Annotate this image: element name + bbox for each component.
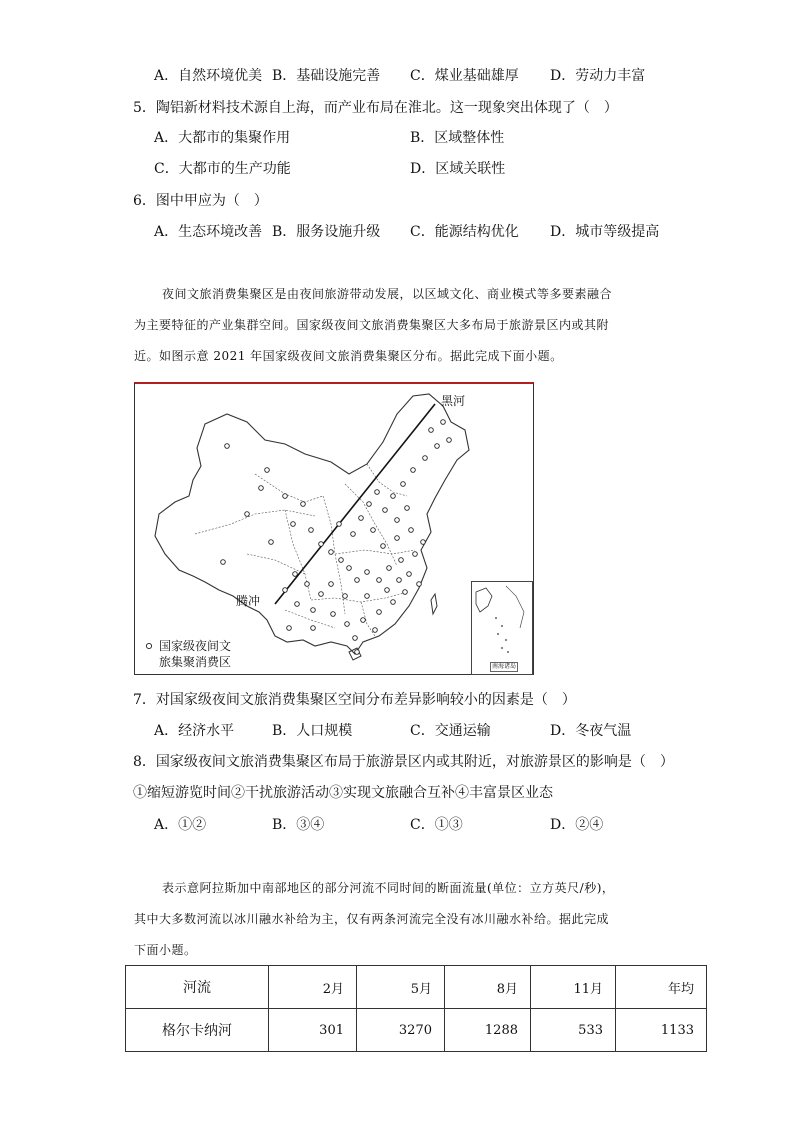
q7-option-d: D．冬夜气温 [550,723,632,739]
q8-stem: 8．国家级夜间文旅消费集聚区布局于旅游景区内或其附近，对旅游景区的影响是（ ） [133,754,674,770]
label-tengchong: 腾冲 [236,594,261,608]
q7-option-a: A．经济水平 [154,723,235,739]
table-cell: 1133 [616,1009,707,1052]
collection-zone-dots [146,420,451,655]
river-flow-table [125,965,707,1052]
province-boundaries [195,464,415,636]
passage2-line-2: 其中大多数河流以冰川融水补给为主，仅有两条河流完全没有冰川融水补给。据此完成 [134,912,610,926]
legend-line-2: 旅集聚消费区 [159,655,232,669]
table-cell: 格尔卡纳河 [126,1009,269,1052]
passage-night-tourism [134,284,666,366]
q5-option-d: D．区域关联性 [410,161,506,177]
passage2-line-1: 表示意阿拉斯加中南部地区的部分河流不同时间的断面流量(单位：立方英尺/秒)， [162,881,615,895]
passage1-line-2: 为主要特征的产业集群空间。国家级夜间文旅消费集聚区大多布局于旅游景区内或其附 [134,318,610,332]
table-header-cell: 5月 [357,966,445,1009]
table-row [126,1009,707,1052]
passage2-line-3: 下面小题。 [134,943,197,957]
table-header-cell: 8月 [445,966,531,1009]
table-header-cell: 11月 [531,966,616,1009]
q6-option-a: A．生态环境改善 [154,224,263,240]
q5-stem: 5．陶铝新材料技术源自上海，而产业布局在淮北。这一现象突出体现了（ ） [133,100,618,116]
q8-items: ①缩短游览时间②干扰旅游活动③实现文旅融合互补④丰富景区业态 [133,785,553,801]
table-cell: 1288 [445,1009,531,1052]
q7-stem: 7．对国家级夜间文旅消费集聚区空间分布差异影响较小的因素是（ ） [133,692,576,708]
q4-option-d: D．劳动力丰富 [550,68,646,84]
q4-option-b: B．基础设施完善 [272,68,381,84]
q6-option-c: C．能源结构优化 [410,224,519,240]
table-header-cell: 河流 [126,966,269,1009]
table-header-cell: 年均 [616,966,707,1009]
label-heihe: 黑河 [441,394,466,408]
q4-option-c: C．煤业基础雄厚 [410,68,519,84]
inset-label: 南海诸岛 [492,663,517,670]
q8-option-a: A．①② [154,817,207,833]
passage-alaska-rivers [134,878,666,960]
q7-option-b: B．人口规模 [272,723,353,739]
q4-option-a: A．自然环境优美 [154,68,263,84]
china-distribution-map [134,382,534,675]
taiwan-island [431,594,437,614]
q6-option-b: B．服务设施升级 [272,224,381,240]
q6-stem: 6．图中甲应为（ ） [133,193,268,209]
q8-option-d: D．②④ [550,817,604,833]
q8-option-c: C．①③ [410,817,463,833]
south-china-sea-inset [471,581,533,675]
inset-drawing [472,582,532,674]
china-outline [155,394,469,654]
table-cell: 301 [269,1009,357,1052]
q6-option-d: D．城市等级提高 [550,224,660,240]
table-header-row [126,966,707,1009]
table-cell: 533 [531,1009,616,1052]
table-cell: 3270 [357,1009,445,1052]
table-header-cell: 2月 [269,966,357,1009]
q5-option-b: B．区域整体性 [410,130,505,146]
q7-option-c: C．交通运输 [410,723,491,739]
q5-option-a: A．大都市的集聚作用 [154,130,291,146]
q5-option-c: C．大都市的生产功能 [154,161,291,177]
q8-option-b: B．③④ [272,817,325,833]
legend-line-1: 国家级夜间文 [159,639,232,653]
passage1-line-3: 近。如图示意 2021 年国家级夜间文旅消费集聚区分布。据此完成下面小题。 [134,349,563,363]
passage1-line-1: 夜间文旅消费集聚区是由夜间旅游带动发展，以区域文化、商业模式等多要素融合 [162,287,613,301]
